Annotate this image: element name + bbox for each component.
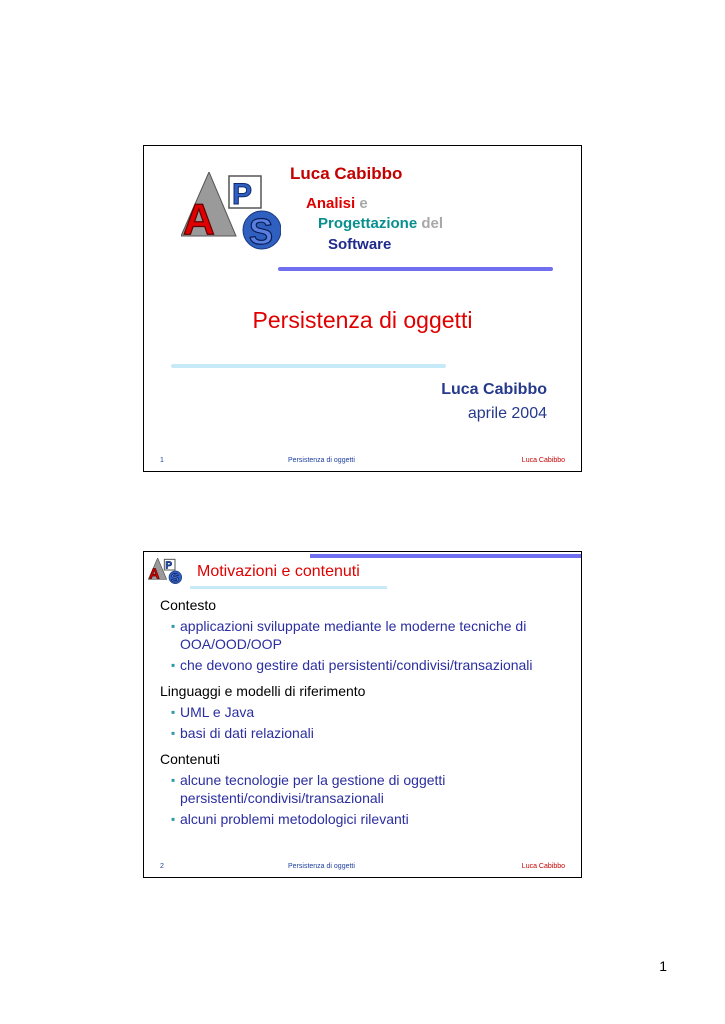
course-line-1 [306, 195, 368, 212]
square-bullet-icon: ▪ [171, 705, 176, 719]
list-item-text: applicazioni sviluppate mediante le moderne tecniche di OOA/OOD/OOP [180, 618, 527, 652]
accent-bar-bottom [171, 364, 446, 368]
slide-footer-number: 1 [160, 457, 164, 464]
course-word-e: e [359, 195, 368, 212]
square-bullet-icon: ▪ [171, 773, 176, 787]
section-heading: Contesto [160, 597, 217, 613]
course-word-analisi: Analisi [306, 195, 356, 212]
logo-letter-p: P [232, 178, 253, 211]
slide-footer-title: Persistenza di oggetti [288, 863, 355, 870]
slide-footer-title: Persistenza di oggetti [288, 457, 355, 464]
header-author: Luca Cabibbo [290, 164, 403, 183]
list-item [160, 656, 570, 674]
page-number: 1 [659, 958, 667, 974]
square-bullet-icon: ▪ [171, 658, 176, 672]
slide-title: Motivazioni e contenuti [197, 563, 360, 580]
list-item-text: alcuni problemi metodologici rilevanti [180, 811, 409, 827]
logo-letter-s: S [171, 571, 180, 585]
list-item [160, 703, 570, 721]
logo-letter-a: A [183, 195, 215, 244]
aps-logo [147, 558, 183, 588]
slide-2 [143, 551, 582, 878]
slide-footer-author: Luca Cabibbo [521, 863, 565, 870]
list-item-text: UML e Java [180, 704, 255, 720]
slide-footer-author: Luca Cabibbo [521, 457, 565, 464]
course-word-progettazione: Progettazione [318, 215, 418, 232]
square-bullet-icon: ▪ [171, 812, 176, 826]
section-heading: Contenuti [160, 751, 220, 767]
list-item [160, 771, 570, 807]
accent-bar-top [278, 267, 553, 271]
section-heading: Linguaggi e modelli di riferimento [160, 683, 366, 699]
list-item-text: che devono gestire dati persistenti/condivisi/transazionali [180, 657, 533, 673]
course-line-2 [318, 215, 443, 232]
list-item [160, 724, 570, 742]
aps-logo [181, 172, 281, 262]
slide-footer-number: 2 [160, 863, 164, 870]
presentation-date: aprile 2004 [467, 405, 547, 422]
course-line-3: Software [328, 236, 392, 253]
slide-body [160, 596, 570, 828]
accent-bar-top [310, 554, 581, 558]
list-item [160, 810, 570, 828]
square-bullet-icon: ▪ [171, 726, 176, 740]
logo-letter-p: P [165, 560, 173, 572]
author-name: Luca Cabibbo [441, 381, 547, 398]
list-item-text: alcune tecnologie per la gestione di oggetti persistenti/condivisi/transazionali [180, 772, 446, 806]
logo-letter-s: S [249, 211, 274, 252]
logo-letter-a: A [149, 566, 160, 583]
slide-title: Persistenza di oggetti [252, 307, 473, 333]
square-bullet-icon: ▪ [171, 619, 176, 633]
course-word-del: del [421, 215, 444, 232]
list-item [160, 617, 570, 653]
list-item-text: basi di dati relazionali [180, 725, 314, 741]
title-underline-bar [190, 586, 387, 589]
slide-1 [143, 145, 582, 472]
